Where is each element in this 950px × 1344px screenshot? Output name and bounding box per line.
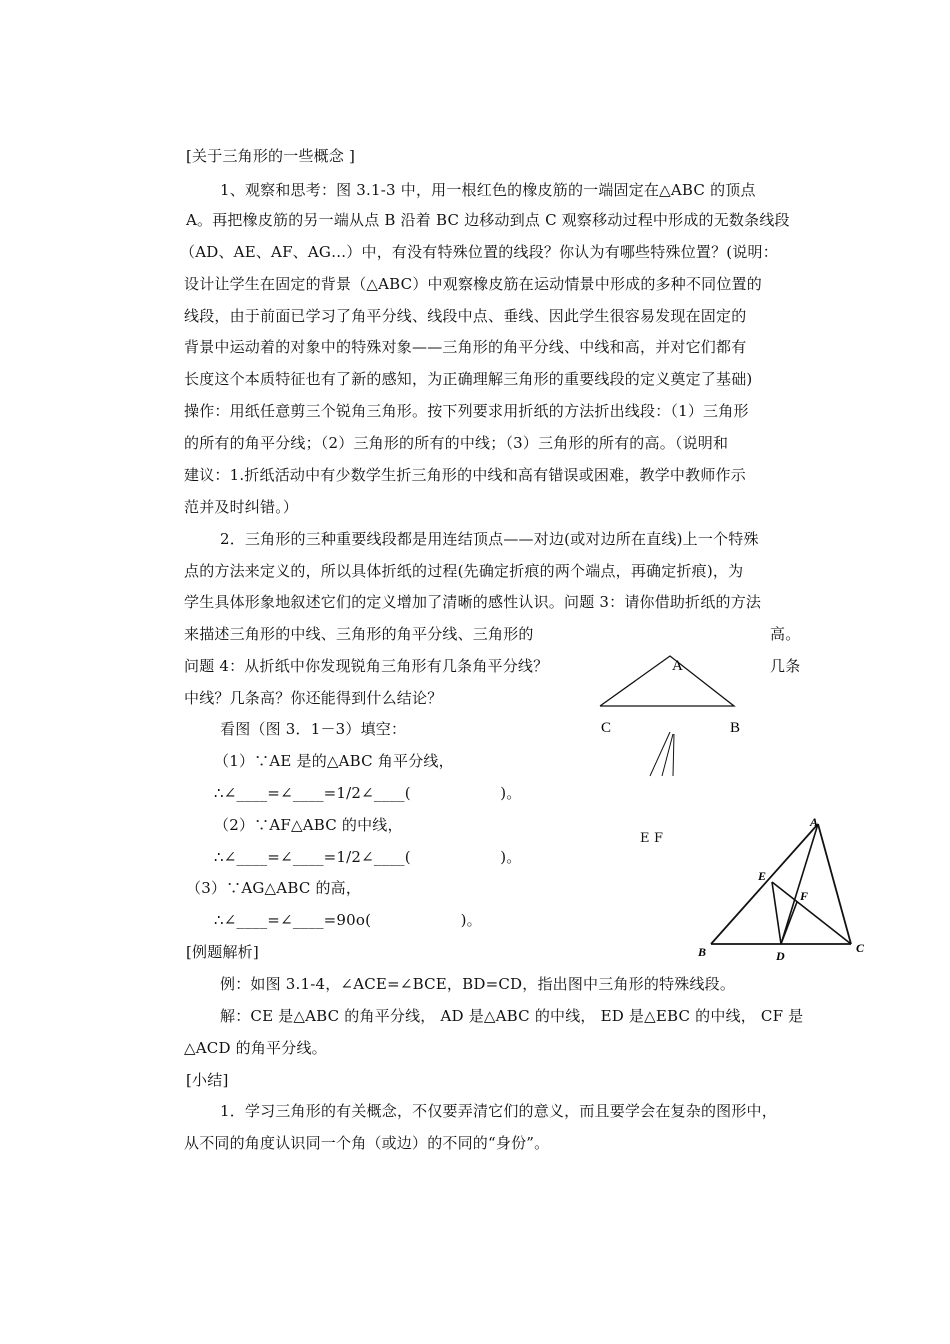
vertex-label-e: E xyxy=(758,869,767,883)
vertex-label-a: A xyxy=(672,658,683,674)
exercise-line: （2）∵AF△ABC 的中线， xyxy=(214,816,403,834)
paragraph-line: 1、观察和思考：图 3.1-3 中，用一根红色的橡皮筋的一端固定在△ABC 的顶点 xyxy=(220,181,756,199)
paragraph-line: 1．学习三角形的有关概念，不仅要弄清它们的意义，而且要学会在复杂的图形中， xyxy=(220,1102,777,1120)
triangle-abc-outline xyxy=(600,656,734,706)
vertex-label-f: F xyxy=(800,889,809,903)
paragraph-line: 解：CE 是△ABC 的角平分线， AD 是△ABC 的中线， ED 是△EBC 的中线， CF 是 xyxy=(220,1007,804,1025)
segment-ed xyxy=(772,882,781,944)
vertex-label-c: C xyxy=(601,720,612,736)
segment-ad xyxy=(781,824,818,944)
paragraph-line: 建议：1.折纸活动中有少数学生折三角形的中线和高有错误或困难，教学中教师作示 xyxy=(184,466,746,484)
paragraph-line: 范并及时纠错。） xyxy=(184,498,299,516)
fold-line-1 xyxy=(650,732,670,776)
paragraph-line: 的所有的角平分线；（2）三角形的所有的中线；（3）三角形的所有的高。（说明和 xyxy=(184,434,729,452)
paragraph-line: 中线？几条高？你还能得到什么结论？ xyxy=(184,689,443,707)
exercise-blank-line: ∴∠____=∠____=1/2∠____( )。 xyxy=(214,784,522,802)
paragraph-line: 背景中运动着的对象中的特殊对象——三角形的角平分线、中线和高，并对它们都有 xyxy=(184,338,747,356)
paragraph-line: 线段，由于前面已学习了角平分线、线段中点、垂线、因此学生很容易发现在固定的 xyxy=(184,307,747,325)
section-heading: [例题解析] xyxy=(186,943,259,961)
fold-line-3 xyxy=(673,734,674,776)
paragraph-line: 2．三角形的三种重要线段都是用连结顶点——对边(或对边所在直线)上一个特殊 xyxy=(220,530,759,548)
paragraph-line-end: 高。 xyxy=(770,625,801,643)
paragraph-line: △ACD 的角平分线。 xyxy=(184,1039,327,1057)
exercise-line: （1）∵AE 是的△ABC 角平分线， xyxy=(214,752,454,770)
paragraph-line: 从不同的角度认识同一个角（或边）的不同的“身份”。 xyxy=(184,1134,550,1152)
paragraph-line-end: 几条 xyxy=(770,657,801,675)
paragraph-line: 学生具体形象地叙述它们的定义增加了清晰的感性认识。问题 3：请你借助折纸的方法 xyxy=(184,593,762,611)
paragraph-line: 操作：用纸任意剪三个锐角三角形。按下列要求用折纸的方法折出线段：（1）三角形 xyxy=(184,402,749,420)
exercise-line: （3）∵AG△ABC 的高， xyxy=(186,879,362,897)
figure-caption-ef: E F xyxy=(640,831,664,846)
vertex-label-b: B xyxy=(698,945,707,959)
paragraph-line: （AD、AE、AF、AG…）中，有没有特殊位置的线段？你认为有哪些特殊位置？(说明： xyxy=(180,243,778,261)
segment-ac xyxy=(818,824,851,944)
segment-ba xyxy=(711,824,818,944)
paragraph-line: 例：如图 3.1-4，∠ACE=∠BCE，BD=CD，指出图中三角形的特殊线段。 xyxy=(220,975,736,993)
segment-fd xyxy=(781,902,797,944)
paragraph-line: A。再把橡皮筋的另一端从点 B 沿着 BC 边移动到点 C 观察移动过程中形成的无数条线段 xyxy=(186,211,790,229)
paragraph-line: 长度这个本质特征也有了新的感知，为正确理解三角形的重要线段的定义奠定了基础) xyxy=(184,370,753,388)
triangle-figure-3-1-3 xyxy=(590,650,760,800)
section-heading: [关于三角形的一些概念 ] xyxy=(186,147,356,165)
paragraph-line: 设计让学生在固定的背景（△ABC）中观察橡皮筋在运动情景中形成的多种不同位置的 xyxy=(184,275,762,293)
paragraph-line: 来描述三角形的中线、三角形的角平分线、三角形的 xyxy=(184,625,534,643)
paragraph-line: 问题 4：从折纸中你发现锐角三角形有几条角平分线？ xyxy=(184,657,549,675)
exercise-blank-line: ∴∠____=∠____=90o( )。 xyxy=(214,911,482,929)
section-heading: [小结] xyxy=(186,1071,229,1089)
vertex-label-b: B xyxy=(730,720,741,736)
vertex-label-a: A xyxy=(810,815,819,829)
vertex-label-c: C xyxy=(856,941,865,955)
paragraph-line: 点的方法来定义的，所以具体折纸的过程(先确定折痕的两个端点，再确定折痕)，为 xyxy=(184,562,744,580)
exercise-blank-line: ∴∠____=∠____=1/2∠____( )。 xyxy=(214,848,522,866)
triangle-figure-3-1-4 xyxy=(690,808,880,968)
vertex-label-d: D xyxy=(776,949,785,963)
paragraph-line: 看图（图 3．1－3）填空： xyxy=(220,720,407,738)
fold-line-2 xyxy=(662,734,673,776)
